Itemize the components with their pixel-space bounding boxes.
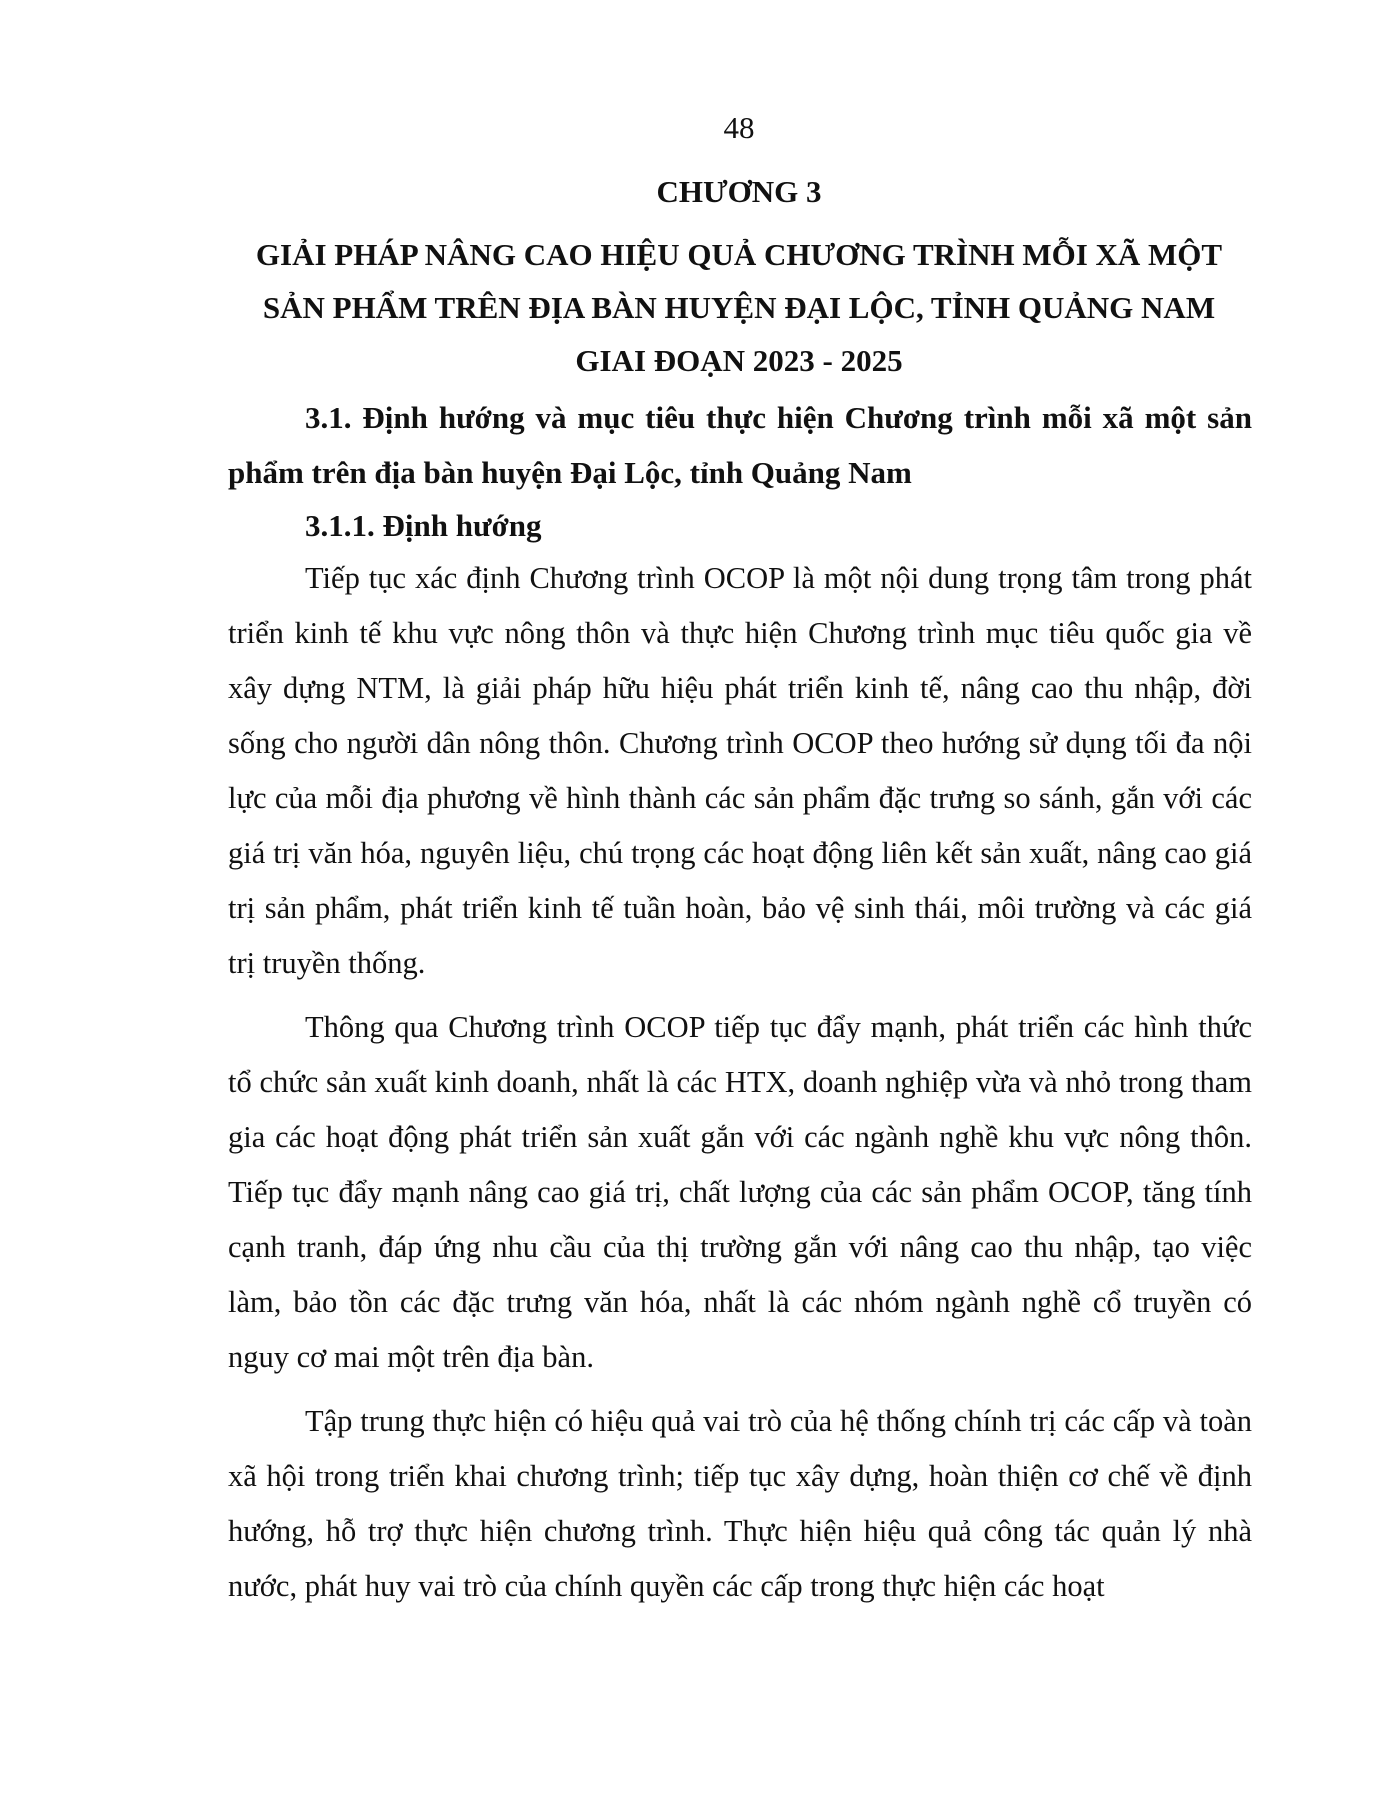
paragraph: Tập trung thực hiện có hiệu quả vai trò của hệ thống chính trị các cấp và toàn xã hội trong triển khai chương trình; tiếp tục xây dựng, hoàn thiện cơ chế về định hướng, hỗ trợ thực hiện chương trình. Thực hiện hiệu quả công tác quản lý nhà nước, phát huy vai trò của chính quyền các cấp trong thực hiện các hoạt [228, 1404, 1252, 1603]
body-text [228, 551, 1252, 1623]
chapter-title: GIẢI PHÁP NÂNG CAO HIỆU QUẢ CHƯƠNG TRÌNH MỖI XÃ MỘT SẢN PHẨM TRÊN ĐỊA BÀN HUYỆN ĐẠI LỘC, TỈNH QUẢNG NAM GIAI ĐOẠN 2023 - 2025 [255, 237, 1223, 378]
page-number: 48 [723, 110, 755, 145]
section-heading-3-1: 3.1. Định hướng và mục tiêu thực hiện Chương trình mỗi xã một sản phẩm trên địa bàn huyện Đại Lộc, tỉnh Quảng Nam [228, 400, 1252, 490]
chapter-label: CHƯƠNG 3 [656, 174, 822, 209]
paragraph: Tiếp tục xác định Chương trình OCOP là một nội dung trọng tâm trong phát triển kinh tế khu vực nông thôn và thực hiện Chương trình mục tiêu quốc gia về xây dựng NTM, là giải pháp hữu hiệu phát triển kinh tế, nâng cao thu nhập, đời sống cho người dân nông thôn. Chương trình OCOP theo hướng sử dụng tối đa nội lực của mỗi địa phương về hình thành các sản phẩm đặc trưng so sánh, gắn với các giá trị văn hóa, nguyên liệu, chú trọng các hoạt động liên kết sản xuất, nâng cao giá trị sản phẩm, phát triển kinh tế tuần hoàn, bảo vệ sinh thái, môi trường và các giá trị truyền thống. [228, 561, 1252, 980]
paragraph: Thông qua Chương trình OCOP tiếp tục đẩy mạnh, phát triển các hình thức tổ chức sản xuất kinh doanh, nhất là các HTX, doanh nghiệp vừa và nhỏ trong tham gia các hoạt động phát triển sản xuất gắn với các ngành nghề khu vực nông thôn. Tiếp tục đẩy mạnh nâng cao giá trị, chất lượng của các sản phẩm OCOP, tăng tính cạnh tranh, đáp ứng nhu cầu của thị trường gắn với nâng cao thu nhập, tạo việc làm, bảo tồn các đặc trưng văn hóa, nhất là các nhóm ngành nghề cổ truyền có nguy cơ mai một trên địa bàn. [228, 1010, 1252, 1374]
section-heading-3-1-1: 3.1.1. Định hướng [305, 508, 542, 543]
